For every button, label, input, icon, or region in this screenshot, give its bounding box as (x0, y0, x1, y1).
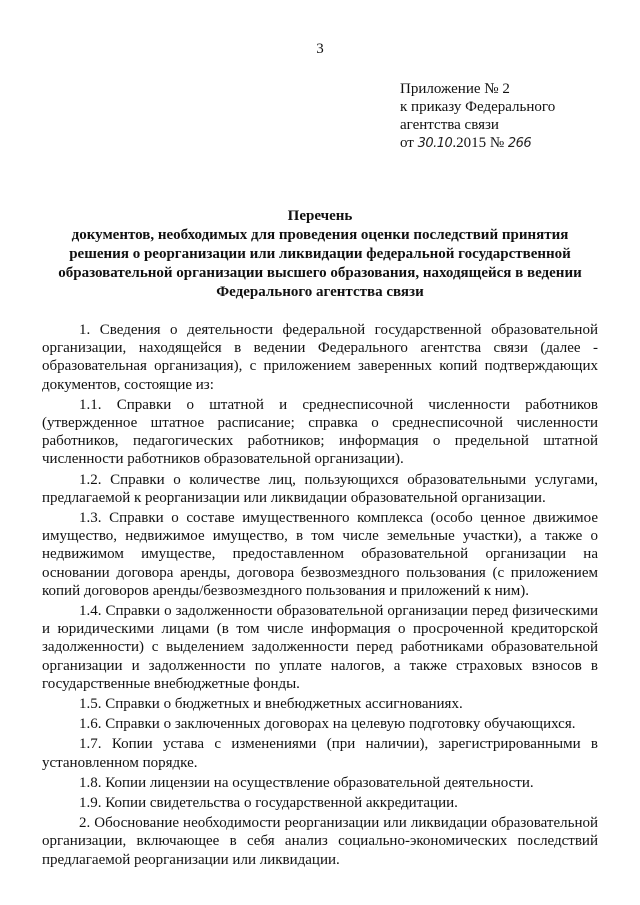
list-item: 1.5. Справки о бюджетных и внебюджетных ассигнованиях. (79, 696, 463, 713)
appendix-line-1: Приложение № 2 (400, 81, 510, 97)
title-subtitle: документов, необходимых для проведения оценки последствий принятия решения о реорганизации или ликвидации федеральной государственной образовательной организации высшего образования, находящейся в ведении Федерального агентства связи (58, 227, 582, 300)
list-item: 2. Обоснование необходимости реорганизации или ликвидации образовательной организации, включающее в себя анализ социально-экономических последствий предлагаемой реорганизации или ликвидации. (42, 815, 598, 868)
appendix-line-3: агентства связи (400, 117, 499, 133)
appendix-block (400, 80, 555, 153)
list-item: 1.2. Справки о количестве лиц, пользующихся образовательными услугами, предлагаемой к реорганизации или ликвидации образовательной организации. (42, 471, 598, 506)
handwritten-order-number: 266 (507, 136, 532, 151)
list-item: 1.6. Справки о заключенных договорах на целевую подготовку обучающихся. (79, 716, 576, 733)
appendix-year-text: .2015 № (452, 135, 505, 151)
list-item: 1.9. Копии свидетельства о государственной аккредитации. (79, 795, 458, 812)
document-body (42, 321, 598, 869)
appendix-line-2: к приказу Федерального (400, 99, 556, 115)
list-item: 1.8. Копии лицензии на осуществление образовательной деятельности. (79, 774, 534, 791)
list-item: 1.7. Копии устава с изменениями (при наличии), зарегистрированными в установленном порядке. (42, 736, 598, 771)
handwritten-date: 30.10 (417, 136, 453, 151)
document-title (40, 207, 600, 302)
appendix-from-prefix: от (400, 135, 414, 151)
list-item: 1.4. Справки о задолженности образовательной организации перед физическими и юридическими лицами (в том числе информация о просроченной кредиторской задолженности) с выделением задолженности перед работниками образовательной организации и задолженности по уплате налогов, а также страховых взносов в государственные внебюджетные фонды. (42, 603, 598, 692)
title-heading: Перечень (287, 208, 353, 224)
list-item: 1. Сведения о деятельности федеральной государственной образовательной организации, находящейся в ведении Федерального агентства связи (далее - образовательная организация), с приложением заверенных копий подтверждающих документов, состоящие из: (42, 322, 598, 393)
list-item: 1.1. Справки о штатной и среднесписочной численности работников (утвержденное штатное расписание; справка о среднесписочной численности работников, педагогических работников; информация о предельной штатной численности работников образовательной организации). (42, 396, 598, 468)
list-item: 1.3. Справки о составе имущественного комплекса (особо ценное движимое имущество, недвижимое имущество, в том числе земельные участки), а также о недвижимом имуществе, предоставленном образовательной организации на основании договора аренды, договора безвозмездного пользования (с приложением копий договоров аренды/безвозмездного пользования и приложений к ним). (42, 510, 598, 599)
page-number: 3 (316, 41, 324, 57)
appendix-line-4 (400, 134, 555, 153)
